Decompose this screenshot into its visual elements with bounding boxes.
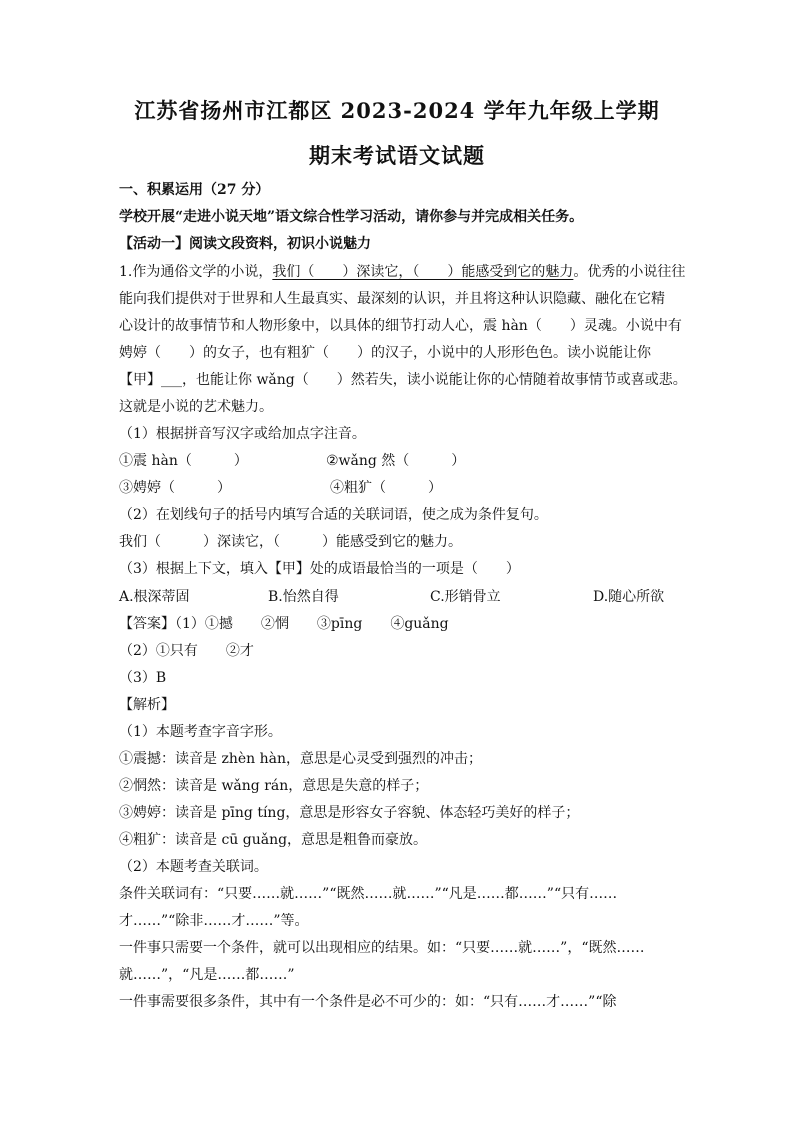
analysis-line-2: ①震撼：读音是 zhèn hàn，意思是心灵受到强烈的冲击；	[119, 751, 482, 767]
answer-line-3: （3）B	[119, 670, 167, 686]
passage-prefix: 1.作为通俗文学的小说，	[119, 264, 273, 280]
passage-suffix: 。优秀的小说往往	[573, 264, 686, 280]
question-3-prompt: （3）根据上下文，填入【甲】处的成语最恰当的一项是（ ）	[119, 561, 520, 577]
analysis-line-4: ③娉婷：读音是 pīng tíng，意思是形容女子容貌、体态轻巧美好的样子；	[119, 805, 580, 821]
passage-line-5: 【甲】___，也能让你 wǎng（ ）然若失，读小说能让你的心情随着故事情节或喜或悲。	[119, 372, 687, 388]
analysis-line-1: （1）本题考查字音字形。	[119, 724, 282, 740]
analysis-line-9: 一件事只需要一个条件，就可以出现相应的结果。如：“只要……就……”，“既然……	[119, 940, 645, 956]
question-1-item-a: ①震 hàn（ ）	[119, 453, 248, 469]
question-1-prompt: （1）根据拼音写汉字或给加点字注音。	[119, 426, 366, 442]
passage-line-3: 心设计的故事情节和人物形象中，以具体的细节打动人心，震 hàn（ ）灵魂。小说中有	[119, 318, 682, 334]
analysis-line-3: ②惘然：读音是 wǎng rán，意思是失意的样子；	[119, 778, 429, 794]
question-1-item-b: ②wǎng 然（ ）	[326, 453, 466, 469]
analysis-label: 【解析】	[119, 697, 175, 713]
section-heading: 一、积累运用（27 分）	[119, 182, 270, 198]
passage-line-6: 这就是小说的艺术魅力。	[119, 399, 273, 415]
question-1-item-d: ④粗犷（ ）	[330, 480, 442, 496]
analysis-line-8: 才……”“除非……才……”等。	[119, 913, 309, 929]
page-title: 江苏省扬州市江都区 2023-2024 学年九年级上学期	[134, 98, 660, 123]
answer-line-2: （2）①只有 ②才	[119, 643, 254, 659]
question-2-sentence: 我们（ ）深读它，（ ）能感受到它的魅力。	[119, 534, 462, 550]
page-subtitle: 期末考试语文试题	[309, 143, 485, 168]
passage-line-1	[119, 262, 686, 282]
passage-line-4: 娉婷（ ）的女子，也有粗犷（ ）的汉子，小说中的人形形色色。读小说能让你	[119, 345, 651, 361]
option-b: B.怡然自得	[268, 589, 339, 605]
option-a: A.根深蒂固	[119, 589, 190, 605]
option-c: C.形销骨立	[430, 589, 501, 605]
answer-line-1	[119, 614, 679, 634]
option-d: D.随心所欲	[593, 589, 665, 605]
underlined-sentence: 我们（ ）深读它，（ ）能感受到它的魅力	[272, 264, 574, 280]
passage-line-2: 能向我们提供对于世界和人生最真实、最深刻的认识，并且将这种认识隐藏、融化在它精	[119, 291, 665, 307]
analysis-line-6: （2）本题考查关联词。	[119, 859, 268, 875]
analysis-line-7: 条件关联词有：“只要……就……”“既然……就……”“凡是……都……”“只有……	[119, 886, 618, 902]
analysis-line-5: ④粗犷：读音是 cū guǎng，意思是粗鲁而豪放。	[119, 832, 428, 848]
activity-heading: 【活动一】阅读文段资料，初识小说魅力	[119, 236, 371, 252]
answer-text-1: （1）①撼 ②惘 ③pīng ④guǎng	[175, 616, 449, 632]
analysis-line-11: 一件事需要很多条件，其中有一个条件是必不可少的：如：“只有……才……”“除	[119, 994, 617, 1010]
analysis-line-10: 就……”，“凡是……都……”	[119, 967, 295, 983]
answer-label: 【答案】	[119, 616, 175, 632]
task-intro: 学校开展“走进小说天地”语文综合性学习活动，请你参与并完成相关任务。	[119, 209, 584, 225]
question-2-prompt: （2）在划线句子的括号内填写合适的关联词语，使之成为条件复句。	[119, 507, 548, 523]
question-1-item-c: ③娉婷（ ）	[119, 480, 231, 496]
